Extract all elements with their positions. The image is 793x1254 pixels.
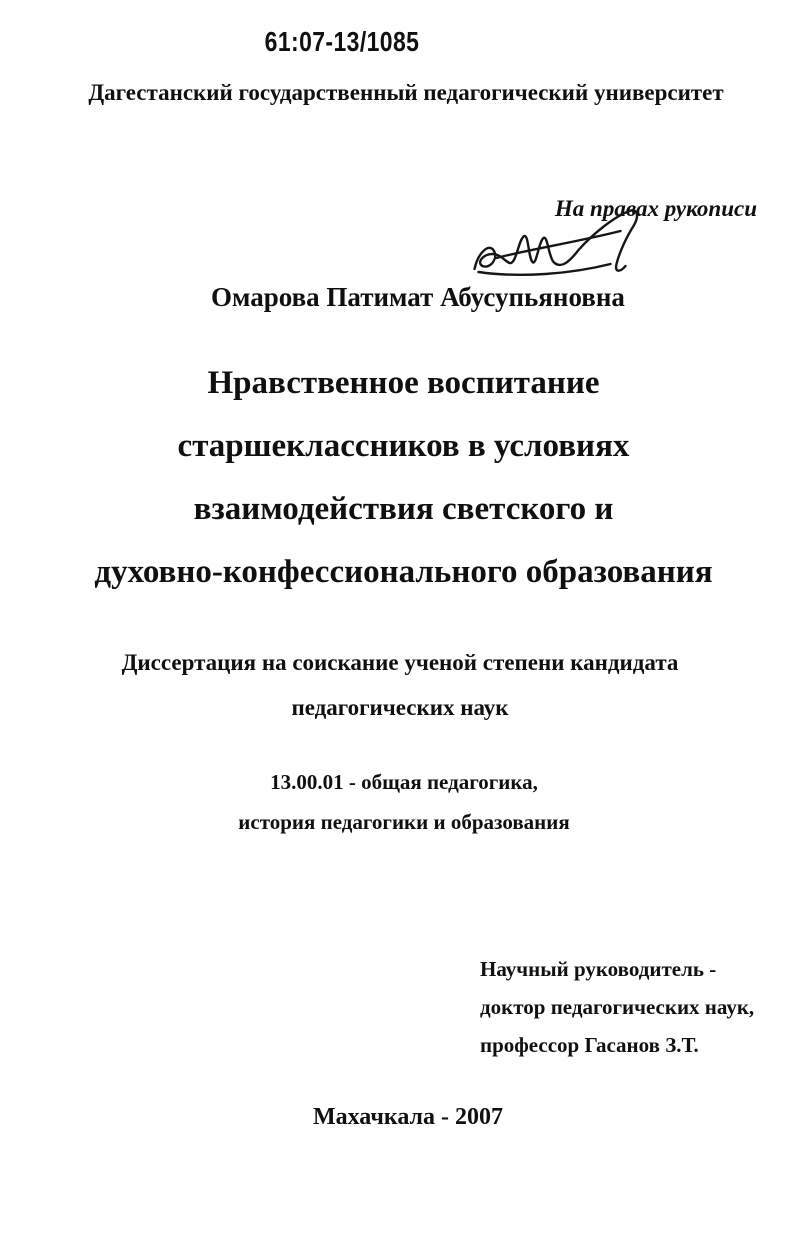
- title-line-2: старшеклассников в условиях: [177, 428, 630, 464]
- manuscript-rights-note: На правах рукописи: [554, 196, 757, 221]
- supervisor-info: [480, 950, 754, 1064]
- thesis-type-line-1: Диссертация на соискание ученой степени кандидата: [121, 650, 679, 675]
- thesis-type-line-2: педагогических наук: [291, 695, 509, 720]
- author-name: Омарова Патимат Абусупьяновна: [211, 282, 625, 312]
- thesis-type: [7, 640, 793, 730]
- supervisor-line-1: Научный руководитель -: [480, 957, 717, 981]
- specialty-line-1: 13.00.01 - общая педагогика,: [270, 770, 538, 794]
- university-name: Дагестанский государственный педагогический университет: [88, 80, 724, 105]
- title-line-4: духовно-конфессионального образования: [94, 554, 713, 590]
- title-line-1: Нравственное воспитание: [207, 365, 600, 401]
- handwritten-signature-icon: [466, 207, 671, 292]
- supervisor-line-3: профессор Гасанов З.Т.: [480, 1033, 699, 1057]
- specialty-line-2: история педагогики и образования: [238, 810, 570, 834]
- city-and-year: Махачкала - 2007: [312, 1104, 504, 1130]
- title-line-3: взаимодействия светского и: [193, 491, 614, 527]
- supervisor-line-2: доктор педагогических наук,: [480, 995, 755, 1019]
- catalog-number: 61:07-13/1085: [264, 26, 420, 57]
- dissertation-title: [14, 352, 793, 604]
- specialty-code: [11, 762, 793, 842]
